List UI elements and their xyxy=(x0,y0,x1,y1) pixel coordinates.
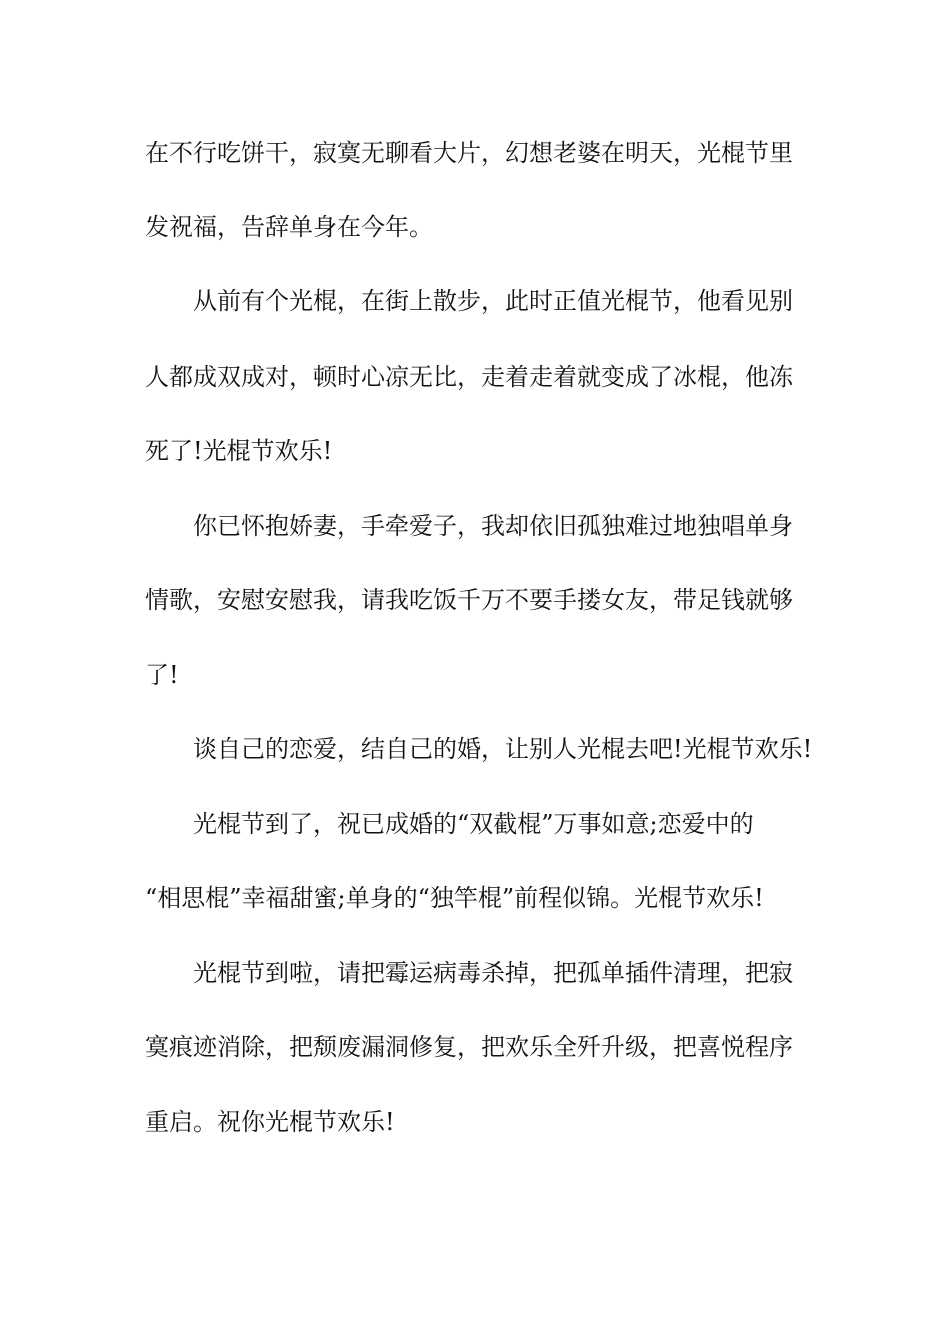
text-line: 重启。祝你光棍节欢乐! xyxy=(145,1108,395,1136)
text-line: 人都成双成对，顿时心凉无比，走着走着就变成了冰棍，他冻 xyxy=(145,363,793,391)
paragraph-start-line: 光棍节到啦，请把霉运病毒杀掉，把孤单插件清理，把寂 xyxy=(193,959,793,987)
text-line: 死了!光棍节欢乐! xyxy=(145,437,333,465)
paragraph-start-line: 从前有个光棍，在街上散步，此时正值光棍节，他看见别 xyxy=(193,287,793,315)
text-line: “相思棍”幸福甜蜜;单身的“独竿棍”前程似锦。光棍节欢乐! xyxy=(145,884,764,912)
paragraph-start-line: 光棍节到了，祝已成婚的“双截棍”万事如意;恋爱中的 xyxy=(193,810,754,838)
text-line: 发祝福，告辞单身在今年。 xyxy=(145,213,433,241)
text-line: 了! xyxy=(145,661,179,689)
text-line: 寞痕迹消除，把颓废漏洞修复，把欢乐全歼升级，把喜悦程序 xyxy=(145,1033,793,1061)
text-line: 在不行吃饼干，寂寞无聊看大片，幻想老婆在明天，光棍节里 xyxy=(145,139,793,167)
paragraph-start-line: 你已怀抱娇妻，手牵爱子，我却依旧孤独难过地独唱单身 xyxy=(193,512,793,540)
paragraph-start-line: 谈自己的恋爱，结自己的婚，让别人光棍去吧!光棍节欢乐! xyxy=(193,735,813,763)
text-line: 情歌，安慰安慰我，请我吃饭千万不要手搂女友，带足钱就够 xyxy=(145,586,793,614)
